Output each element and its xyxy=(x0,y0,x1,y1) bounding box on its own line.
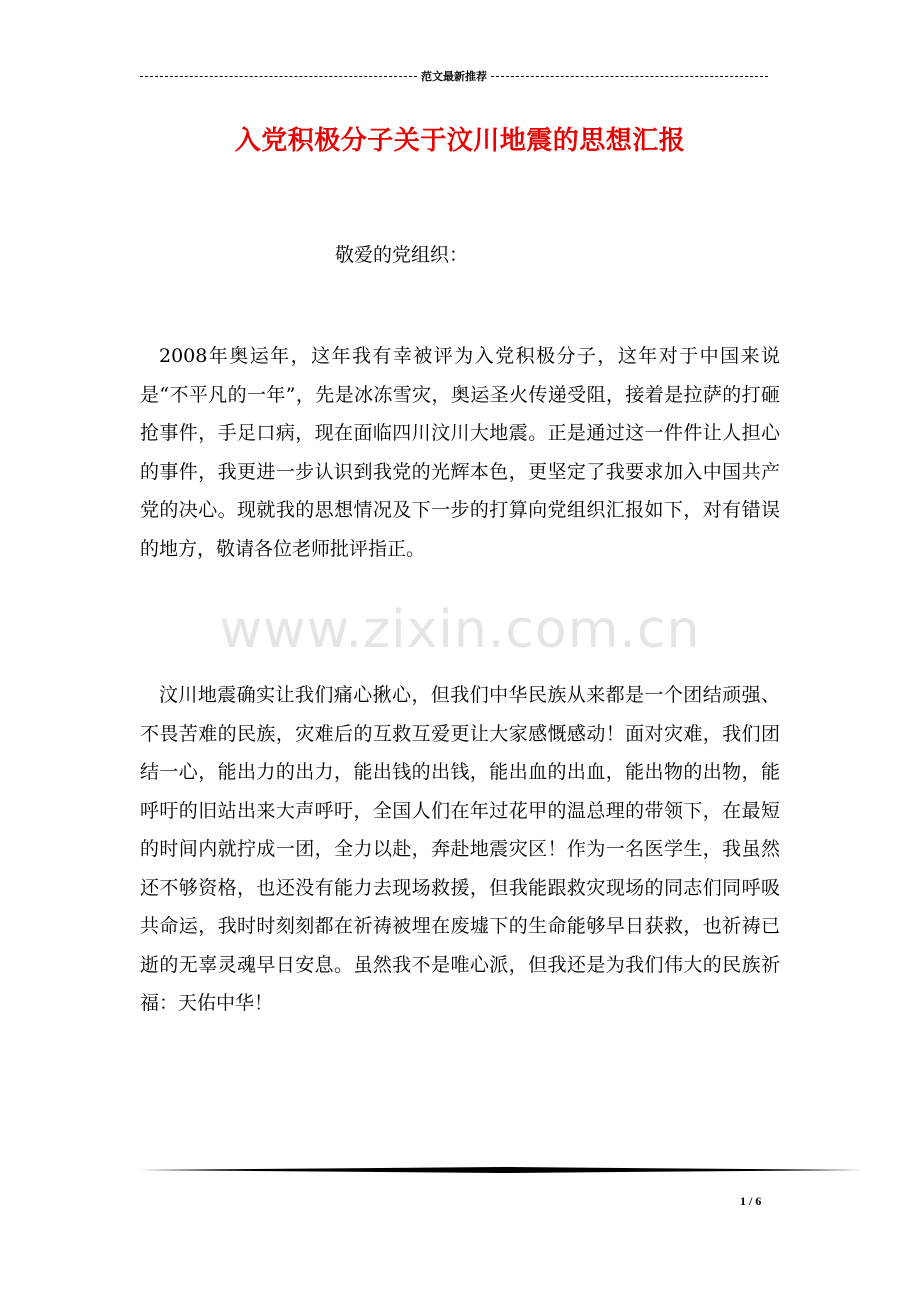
salutation: 敬爱的党组织： xyxy=(335,244,469,266)
header-dash-right xyxy=(491,76,768,77)
header-dash-left xyxy=(140,76,417,77)
watermark: www.zixin.com.cn xyxy=(219,600,701,660)
page-header xyxy=(140,68,768,84)
page-number: 1 / 6 xyxy=(740,1194,762,1208)
footer-rule xyxy=(140,1167,864,1173)
paragraph-2: 汶川地震确实让我们痛心揪心，但我们中华民族从来都是一个团结顽强、不畏苦难的民族，灾难后的互救互爱更让大家感慨感动！面对灾难，我们团结一心，能出力的出力，能出钱的出钱，能出血的出血，能出物的出物，能呼吁的旧站出来大声呼吁，全国人们在年过花甲的温总理的带领下，在最短的时间内就拧成一团，全力以赴，奔赴地震灾区！作为一名医学生，我虽然还不够资格，也还没有能力去现场救援，但我能跟救灾现场的同志们同呼吸共命运，我时时刻刻都在祈祷被埋在废墟下的生命能够早日获救，也祈祷已逝的无辜灵魂早日安息。虽然我不是唯心派，但我还是为我们伟大的民族祈福：天佑中华！ xyxy=(140,684,780,1014)
document-title: 入党积极分子关于汶川地震的思想汇报 xyxy=(234,126,686,156)
paragraph-1: 2008年奥运年，这年我有幸被评为入党积极分子，这年对于中国来说是“不平凡的一年”，先是冰冻雪灾，奥运圣火传递受阻，接着是拉萨的打砸抢事件，手足口病，现在面临四川汶川大地震。正是通过这一件件让人担心的事件，我更进一步认识到我党的光辉本色，更坚定了我要求加入中国共产党的决心。现就我的思想情况及下一步的打算向党组织汇报如下，对有错误的地方，敬请各位老师批评指正。 xyxy=(140,345,780,560)
header-label: 范文最新推荐 xyxy=(421,70,487,83)
